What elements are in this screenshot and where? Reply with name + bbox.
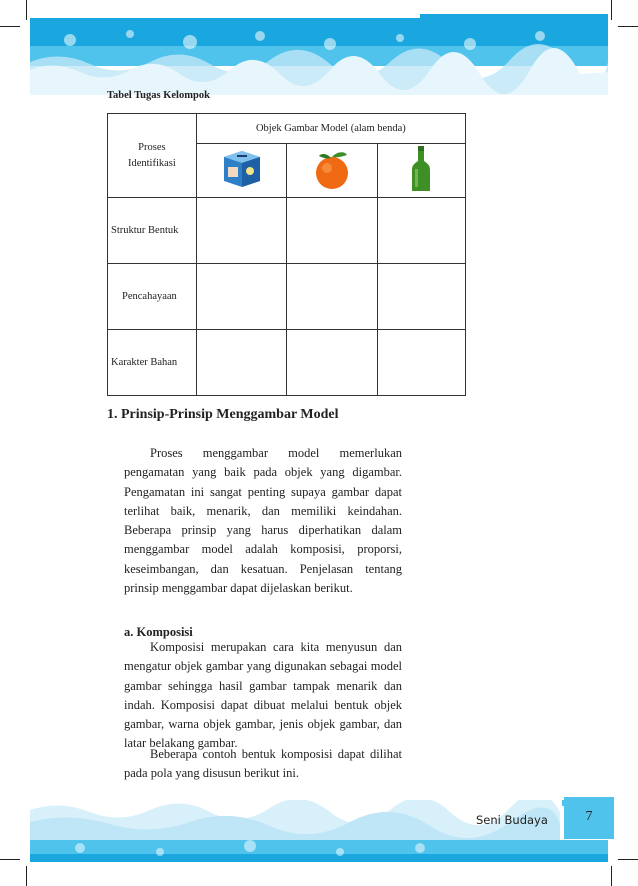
object-cell-3 [377, 144, 465, 198]
orange-fruit-icon [309, 147, 355, 191]
task-table [107, 113, 466, 396]
composition-text: Komposisi merupakan cara kita menyusun dan mengatur objek gambar yang digunakan sebagai model gambar sehingga hasil gambar tampak menarik dan indah. Komposisi dapat dibuat melalui bentuk objek gambar, warna objek gambar, jenis objek gambar, dan latar belakang gambar. [124, 640, 402, 751]
object-cell-2 [287, 144, 377, 198]
row-label-structure: Struktur Bentuk [108, 198, 197, 264]
intro-paragraph [124, 444, 402, 598]
row-label-material: Karakter Bahan [108, 330, 197, 396]
table-cell [196, 330, 286, 396]
subsection-heading: a. Komposisi [124, 625, 193, 639]
object-cell-1 [196, 144, 286, 198]
header-label-cell [108, 114, 197, 198]
table-cell [377, 264, 465, 330]
section-heading: 1. Prinsip-Prinsip Menggambar Model [107, 407, 339, 422]
table-title: Tabel Tugas Kelompok [107, 90, 210, 101]
composition-paragraph-2 [124, 745, 402, 784]
table-cell [287, 198, 377, 264]
row-label-lighting: Pencahayaan [108, 264, 197, 330]
table-cell [196, 198, 286, 264]
table-cell [377, 330, 465, 396]
intro-text: Proses menggambar model memerlukan pengamatan yang baik pada objek yang digambar. Pengamatan ini sangat penting supaya gambar dapat terlihat baik, menarik, dan memiliki keindahan. Beberapa prinsip yang harus diperhatikan dalam menggambar model adalah komposisi, proporsi, keseimbangan, dan kesatuan. Penjelasan tentang prinsip menggambar dapat dijelaskan berikut. [124, 446, 402, 596]
header-banner [0, 0, 638, 95]
table-cell [377, 198, 465, 264]
table-cell [287, 264, 377, 330]
table-cell [196, 264, 286, 330]
book-title: Seni Budaya [476, 813, 548, 827]
composition-text-2: Beberapa contoh bentuk komposisi dapat dilihat pada pola yang disusun berikut ini. [124, 747, 402, 781]
tin-can-icon [218, 147, 264, 191]
table-cell [287, 330, 377, 396]
green-bottle-icon [406, 145, 436, 193]
composition-paragraph [124, 638, 402, 754]
object-header: Objek Gambar Model (alam benda) [196, 114, 465, 144]
page-number: 7 [585, 809, 593, 824]
header-label: Proses Identifikasi [127, 141, 176, 169]
page-number-box [564, 797, 614, 839]
